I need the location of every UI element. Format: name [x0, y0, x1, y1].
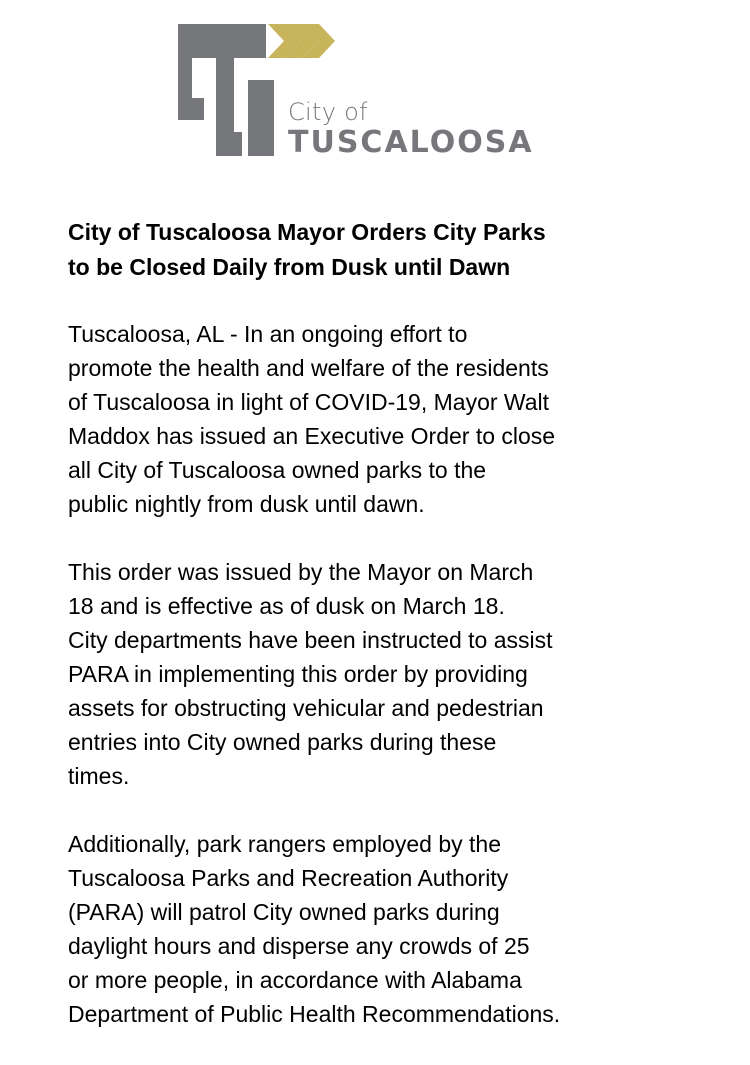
paragraph-line: times. [68, 763, 130, 789]
paragraph-line: Maddox has issued an Executive Order to close [68, 423, 556, 449]
paragraph-line: entries into City owned parks during these [68, 729, 497, 755]
paragraph-line: or more people, in accordance with Alabama [68, 967, 522, 993]
logo-tuscaloosa-text: TUSCALOOSA [288, 125, 534, 160]
paragraph-line: Tuscaloosa Parks and Recreation Authority [68, 865, 509, 891]
paragraph-line: This order was issued by the Mayor on March [68, 559, 534, 585]
paragraph-line: daylight hours and disperse any crowds of 25 [68, 933, 530, 959]
paragraph-line: City departments have been instructed to assist [68, 627, 553, 653]
paragraph-line: Tuscaloosa, AL - In an ongoing effort to [68, 321, 468, 347]
paragraph-order-details [68, 555, 708, 793]
logo-t-stem-bar [248, 80, 274, 156]
paragraph-line: assets for obstructing vehicular and pedestrian [68, 695, 544, 721]
city-logo [178, 20, 578, 160]
logo-city-of-text: City of [288, 98, 368, 126]
paragraph-line: promote the health and welfare of the residents [68, 355, 549, 381]
paragraph-line: PARA in implementing this order by providing [68, 661, 528, 687]
paragraph-line: public nightly from dusk until dawn. [68, 491, 425, 517]
headline-line: to be Closed Daily from Dusk until Dawn [68, 254, 511, 280]
paragraph-line: all City of Tuscaloosa owned parks to the [68, 457, 487, 483]
paragraph-intro [68, 317, 708, 521]
logo-t-stem-gap [242, 80, 248, 156]
paragraph-enforcement [68, 827, 708, 1031]
paragraph-line: 18 and is effective as of dusk on March 18. [68, 593, 505, 619]
headline [68, 215, 708, 285]
paragraph-line: Department of Public Health Recommendations. [68, 1001, 561, 1027]
paragraph-line: (PARA) will patrol City owned parks during [68, 899, 500, 925]
headline-line: City of Tuscaloosa Mayor Orders City Parks [68, 219, 546, 245]
press-release [68, 215, 708, 1065]
paragraph-line: Additionally, park rangers employed by the [68, 831, 501, 857]
paragraph-line: of Tuscaloosa in light of COVID-19, Mayor Walt [68, 389, 550, 415]
